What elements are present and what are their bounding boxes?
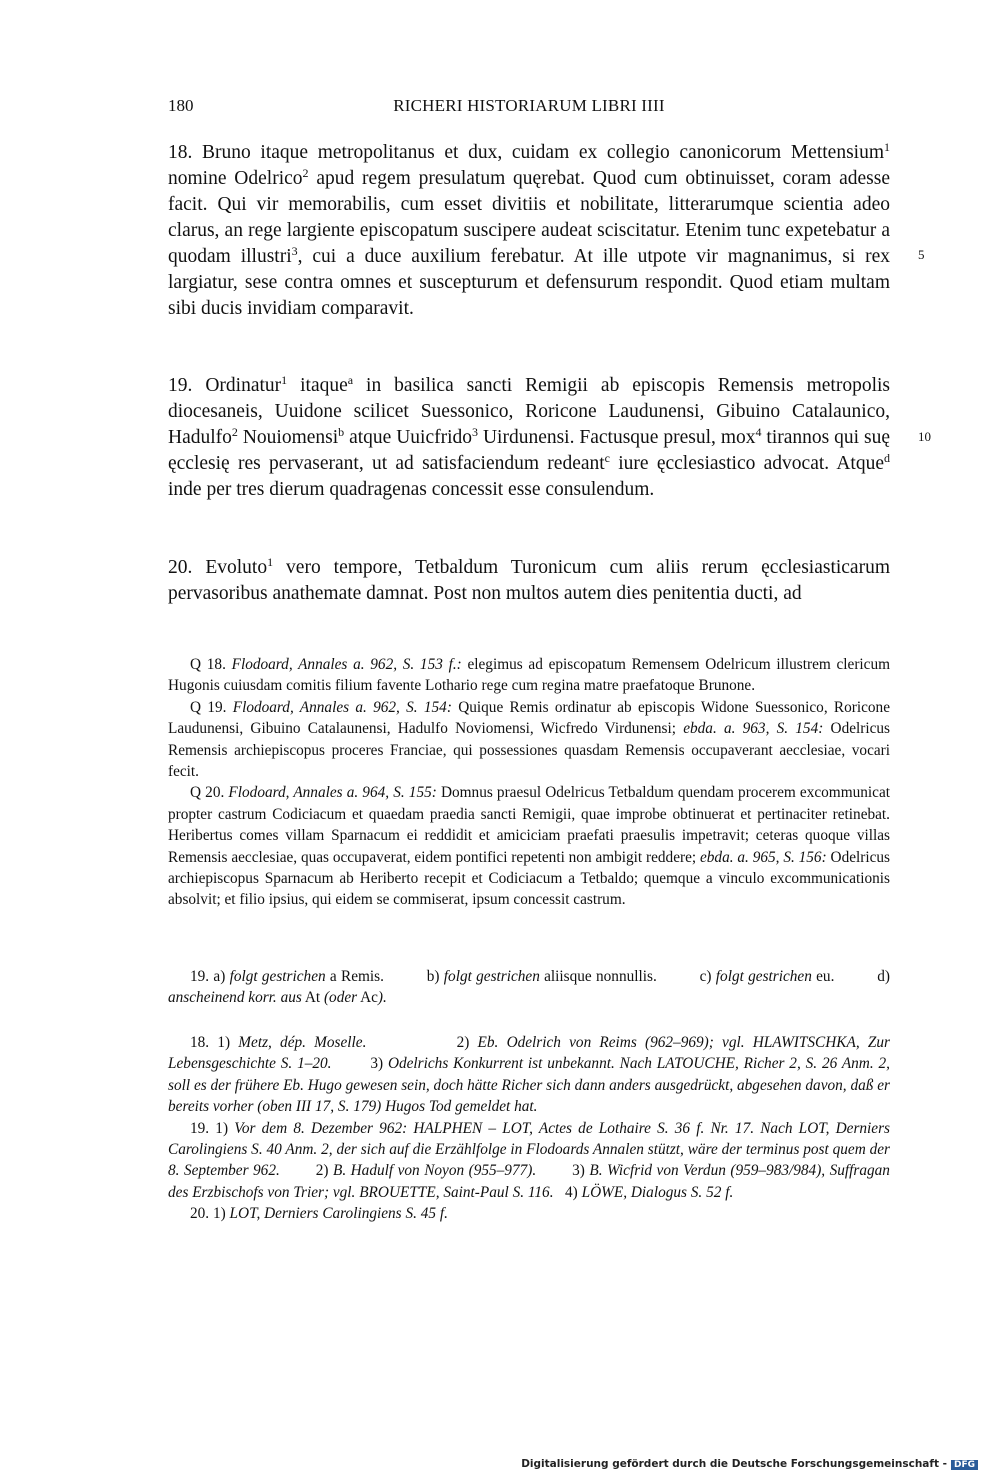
chapter-18: 18. Bruno itaque metropolitanus et dux, cuidam ex collegio canonicorum Mettensium$^1$ nomine Odelrico$^2$ apud regem presulatum quęrebat. Quod cum obtinuisset, coram adesse facit. Qui vir memorabilis, cum esset divitiis et nobilitate, litterarumque scientia adeo clarus, an rege largiente episcopatum suscipere audeat sciscitatur. Etenim tunc expetebatur a quodam illustri$^3$, cui a duce auxilium ferebatur. At ille utpote vir magnanimus, si rex largiatur, sese contra omnes et suscepturum et defensurum respondit. Quod etiam multam sibi ducis invidiam comparavit. [168,140,891,319]
commentary-notes: 18. 1) Metz, dép. Moselle. 2) Eb. Odelrich von Reims (962–969); vgl. HLAWITSCHKA, Zur Lebensgeschichte S. 1–20. 3) Odelrichs Konkurrent ist unbekannt. Nach LATOUCHE, Richer 2, S. 26 Anm. 2, soll es der frühere Eb. Hugo gewesen sein, doch hätte Richer sich dann anders ausgedrückt, abgesehen davon, daß er bereits vorher (oben III 17, S. 179) Hugos Tod gemeldet hat. 19. 1) Vor dem 8. Dezember 962: HALPHEN – LOT, Actes de Lothaire S. 36 f. Nr. 17. Nach LOT, Derniers Carolingiens S. 40 Anm. 2, der sich auf die Erzählfolge in Flodoards Annalen stützt, wäre der terminus post quem der 8. September 962. 2) B. Hadulf von Noyon (955–977). 3) B. Wicfrid von Verdun (959–983/984), Suffragan des Erzbischofs von Trier; vgl. BROUETTE, Saint-Paul S. 116. 4) LÖWE, Dialogus S. 52 f. 20. 1) LOT, Derniers Carolingiens S. 45 f. [168,1034,891,1223]
dfg-logo: DFG [951,1460,978,1470]
running-title: RICHERI HISTORIARUM LIBRI IIII [393,96,665,115]
line-number: 5 [918,247,925,262]
dfg-credit [521,1458,978,1470]
page-number: 180 [168,96,194,115]
source-notes: Q 18. Flodoard, Annales a. 962, S. 153 f.: elegimus ad episcopatum Remensem Odelricum illustrem clericum Hugonis cuiusdam comitis filium favente Lothario rege cum regina matre praefatoque Brunone. Q 19. Flodoard, Annales a. 962, S. 154: Quique Remis ordinatur ab episcopis Widone Suessonico, Roricone Laudunensi, Gibuino Catalaunensi, Hadulfo Noviomensi, Wicfredo Virdunensi; ebda. a. 963, S. 154: Odelricus Remensis archiepiscopus proceres Franciae, qui possessiones quasdam Remensis occupaverant aecclesiae, vocari fecit. Q 20. Flodoard, Annales a. 964, S. 155: Domnus praesul Odelricus Tetbaldum quendam procerem excommunicat propter castrum Codiciacum et quaedam praedia sancti Remigii, quae improbe obtinuerat et pertinaciter retinebat. Heribertus comes villam Sparnacum ei reddidit et amiciciam praefati praesulis impetravit; ceteras quoque villas Remensis aecclesiae, quas occupaverat, eidem pontifici repetenti non ambigit reddere; ebda. a. 965, S. 156: Odelricus archiepiscopus Sparnacum ab Heriberto recepit et Codiciacum a Tetbaldo; quemque a vinculo excommunicationis absolvit; et filio ipsius, qui eidem se commiserat, ipsum concessit castrum. [168,656,891,909]
line-number: 10 [918,429,931,444]
textual-apparatus: 19. a) folgt gestrichen a Remis. b) folgt gestrichen aliisque nonnullis. c) folgt gestrichen eu. d) anscheinend korr. aus At (oder Ac). [168,968,890,1007]
chapter-19: 19. Ordinatur$^1$ itaque$^a$ in basilica sancti Remigii ab episcopis Remensis metropolis diocesaneis, Uuidone scilicet Suessonico, Roricone Laudunensi, Gibuino Catalaunico, Hadulfo$^2$ Nouiomensi$^b$ atque Uuicfrido$^3$ Uirdunensi. Factusque presul, mox$^4$ tirannos qui suę ęcclesię res pervaserant, ut ad satisfaciendum redeant$^c$ iure ęcclesiastico advocat. Atque$^d$ inde per tres dierum quadragenas concessit esse consulendum. [168,373,890,500]
credit-text: Digitalisierung gefördert durch die Deutsche Forschungsgemeinschaft - [521,1458,947,1470]
chapter-20: 20. Evoluto$^1$ vero tempore, Tetbaldum Turonicum cum aliis rerum ęcclesiasticarum pervasoribus anathemate damnat. Post non multos autem dies penitentia ducti, ad [168,555,891,604]
